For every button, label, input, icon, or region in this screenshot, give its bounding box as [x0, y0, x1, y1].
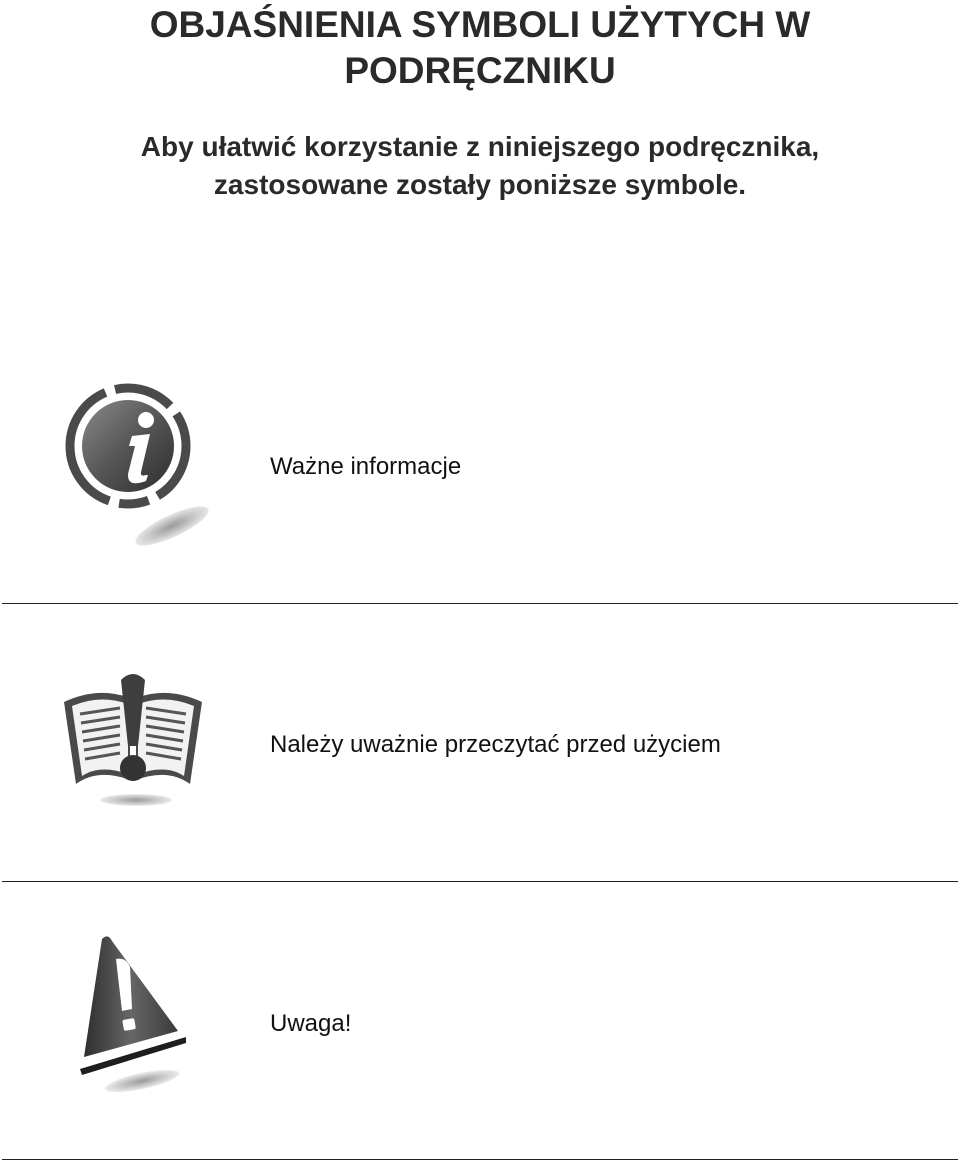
divider-3 — [2, 1159, 958, 1160]
symbol-label-info: Ważne informacje — [270, 453, 462, 480]
info-icon — [62, 380, 222, 555]
symbol-label-read-manual: Należy uważnie przeczytać przed użyciem — [270, 731, 721, 758]
intro-line-1: Aby ułatwić korzystanie z niniejszego podręcznika, — [140, 131, 820, 162]
title-line-2: PODRĘCZNIKU — [344, 50, 616, 91]
title-line-1: OBJAŚNIENIA SYMBOLI UŻYTYCH W — [149, 4, 811, 45]
divider-1 — [2, 603, 958, 604]
symbol-label-warning: Uwaga! — [270, 1010, 352, 1037]
page-title — [0, 2, 960, 94]
symbol-row-info — [0, 375, 960, 605]
read-manual-icon — [58, 668, 208, 818]
intro-line-2: zastosowane zostały poniższe symbole. — [213, 169, 747, 200]
symbol-row-warning — [0, 935, 960, 1165]
warning-icon — [74, 935, 214, 1105]
divider-2 — [2, 881, 958, 882]
intro-text — [0, 128, 960, 204]
symbol-row-read-manual — [0, 660, 960, 890]
